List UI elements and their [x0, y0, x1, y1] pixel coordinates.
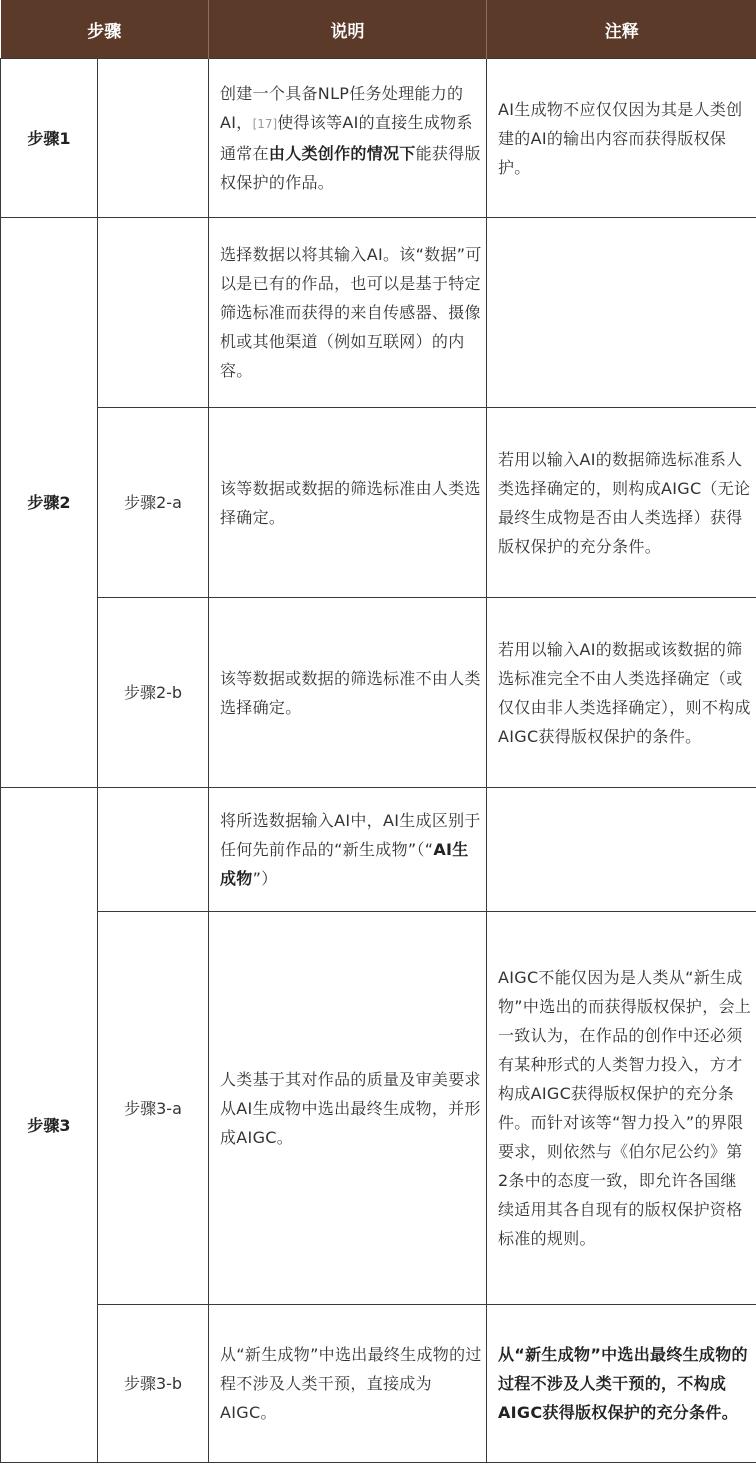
description-cell [209, 59, 487, 218]
description-cell: 该等数据或数据的筛选标准由人类选择确定。 [209, 408, 487, 598]
substep-label: 步骤3-b [98, 1305, 209, 1463]
table-row [1, 408, 756, 598]
table-row [1, 912, 756, 1305]
header-note: 注释 [487, 0, 756, 59]
note-cell: AI生成物不应仅仅因为其是人类创建的AI的输出内容而获得版权保护。 [487, 59, 756, 218]
substep-label: 步骤2-a [98, 408, 209, 598]
description-cell: 该等数据或数据的筛选标准不由人类选择确定。 [209, 598, 487, 788]
substep-label: 步骤2-b [98, 598, 209, 788]
desc-text: 使得该等AI的直接生成物系通常在 [220, 113, 473, 163]
desc-bold: AI生成物 [220, 840, 469, 888]
note-bold: 从“新生成物”中选出最终生成物的过程不涉及人类干预的，不构成AIGC获得版权保护的充分条件。 [498, 1345, 748, 1422]
step-label: 步骤1 [1, 59, 98, 218]
description-cell: 从“新生成物”中选出最终生成物的过程不涉及人类干预，直接成为AIGC。 [209, 1305, 487, 1463]
substep-label: 步骤3-a [98, 912, 209, 1305]
table-row [1, 598, 756, 788]
header-step: 步骤 [1, 0, 209, 59]
note-cell [487, 1305, 756, 1463]
note-cell: 若用以输入AI的数据筛选标准系人类选择确定的，则构成AIGC（无论最终生成物是否由人类选择）获得版权保护的充分条件。 [487, 408, 756, 598]
note-cell: AIGC不能仅因为是人类从“新生成物”中选出的而获得版权保护，会上一致认为，在作品的创作中还必须有某种形式的人类智力投入，方才构成AIGC获得版权保护的充分条件。而针对该等“智力投入”的界限要求，则依然与《伯尔尼公约》第2条中的态度一致，即允许各国继续适用其各自现有的版权保护资格标准的规则。 [487, 912, 756, 1305]
desc-text: 创建一个具备NLP任务处理能力的AI， [220, 84, 464, 132]
header-row [1, 0, 756, 59]
desc-text: ”） [252, 869, 278, 888]
table-row [1, 218, 756, 408]
header-description: 说明 [209, 0, 487, 59]
note-cell: 若用以输入AI的数据或该数据的筛选标准完全不由人类选择确定（或仅仅由非人类选择确定），则不构成AIGC获得版权保护的条件。 [487, 598, 756, 788]
empty-cell [98, 59, 209, 218]
table-row [1, 59, 756, 218]
footnote-ref[interactable]: [17] [252, 117, 278, 131]
table-row [1, 1305, 756, 1463]
desc-bold: 由人类创作的情况下 [268, 144, 416, 163]
step-label: 步骤3 [1, 788, 98, 1463]
step-label: 步骤2 [1, 218, 98, 788]
empty-cell [487, 218, 756, 408]
empty-cell [98, 788, 209, 912]
description-cell [209, 788, 487, 912]
empty-cell [98, 218, 209, 408]
desc-text: 将所选数据输入AI中，AI生成区别于任何先前作品的“新生成物”（“ [220, 811, 481, 859]
table-row [1, 788, 756, 912]
empty-cell [487, 788, 756, 912]
description-cell: 人类基于其对作品的质量及审美要求从AI生成物中选出最终生成物，并形成AIGC。 [209, 912, 487, 1305]
desc-text: 能获得版权保护的作品。 [220, 144, 481, 192]
description-cell: 选择数据以将其输入AI。该“数据”可以是已有的作品，也可以是基于特定筛选标准而获得的来自传感器、摄像机或其他渠道（例如互联网）的内容。 [209, 218, 487, 408]
